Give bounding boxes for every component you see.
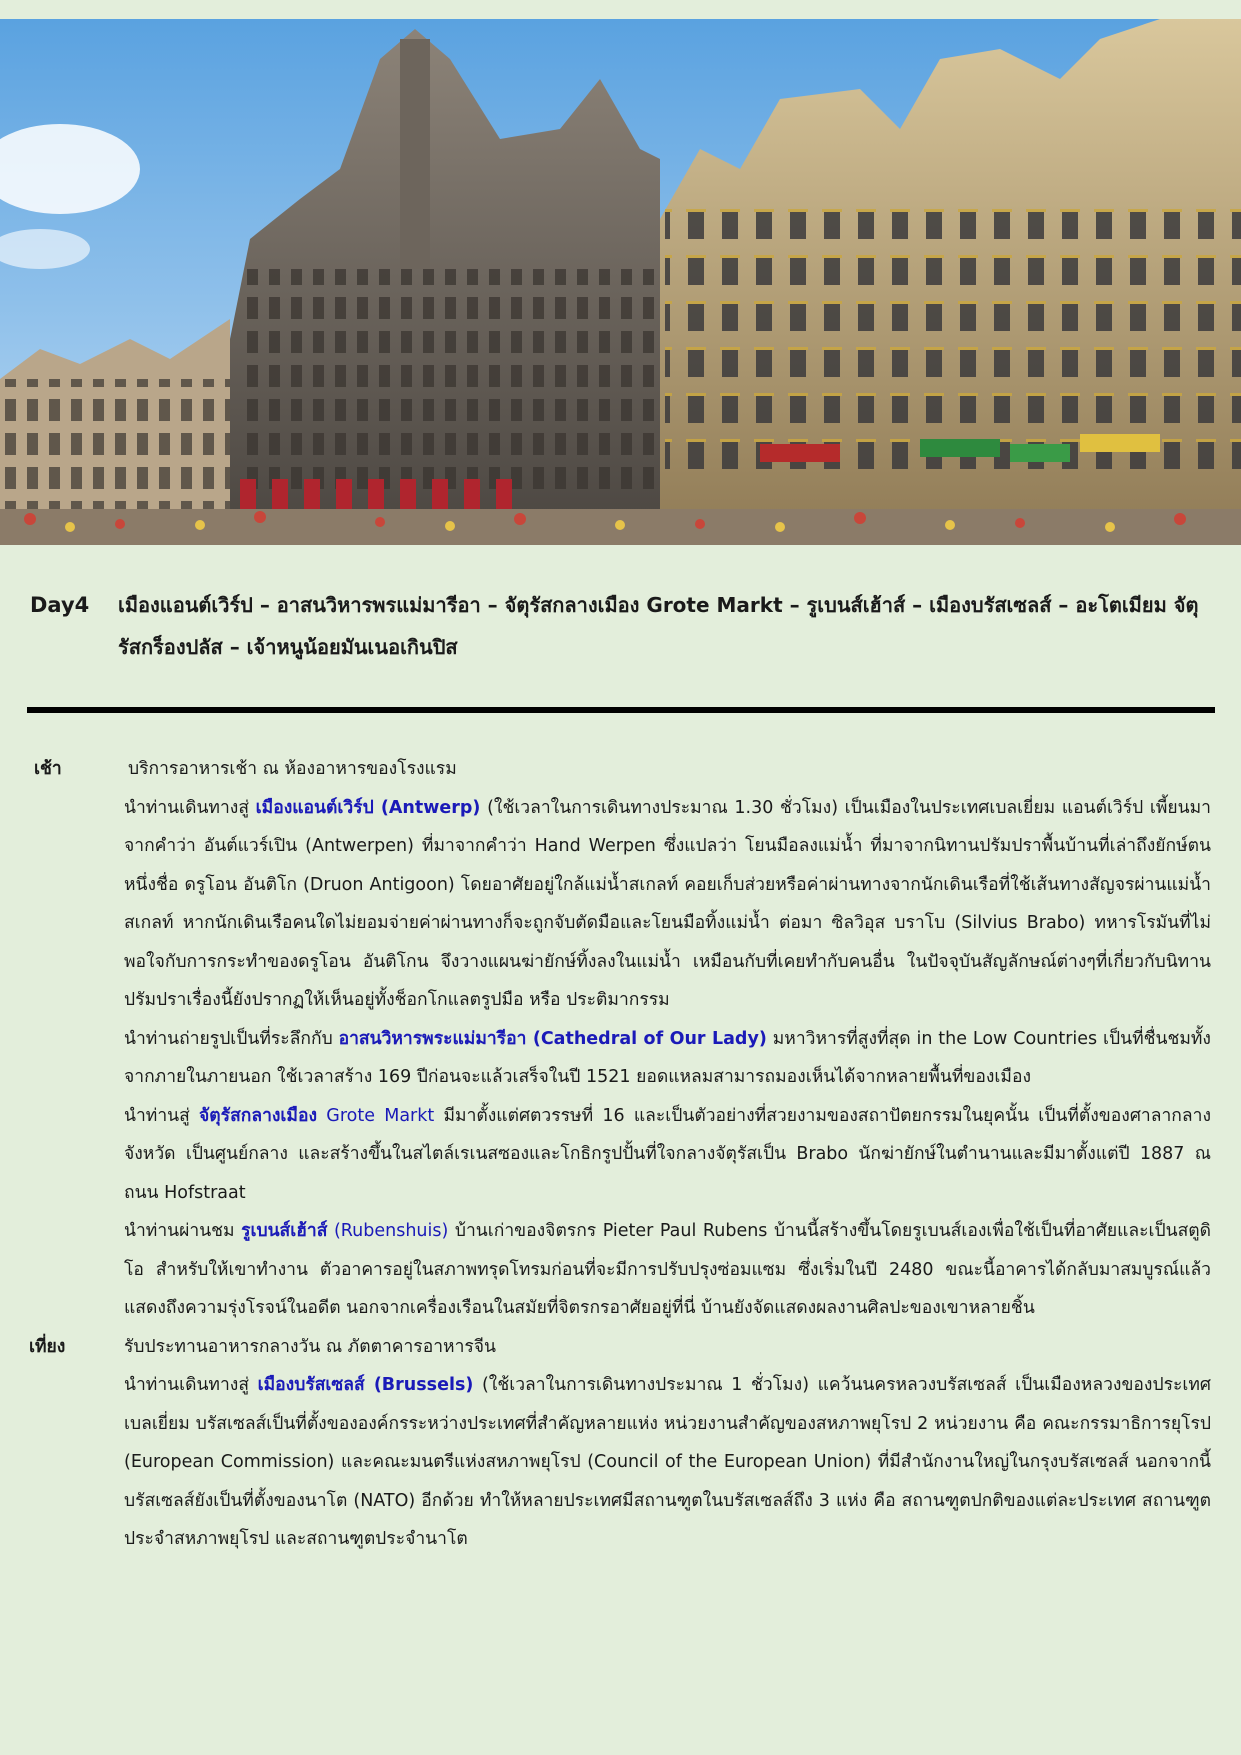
grand-place-photo <box>0 19 1241 545</box>
day-label: Day4 <box>30 593 90 617</box>
brussels-body: (ใช้เวลาในการเดินทางประมาณ 1 ชั่วโมง) แคว้นนครหลวงบรัสเซลส์ เป็นเมืองหลวงของประเทศเบลเยี่ยม บรัสเซลส์เป็นที่ตั้งขององค์กรระหว่างประเทศที่สำคัญหลายแห่ง หน่วยงานสำคัญของสหภาพยุโรป 2 หน่วยงาน คือ คณะกรรมาธิการยุโรป (European Commission) และคณะมนตรีแห่งสหภาพยุโรป (Council of the European Union) ที่มีสำนักงานใหญ่ในกรุงบรัสเซลส์ นอกจากนี้บรัสเซลส์ยังเป็นที่ตั้งของนาโต (NATO) อีกด้วย ทำให้หลายประเทศมีสถานฑูตในบรัสเซลส์ถึง 3 แห่ง คือ สถานฑูตปกติของแต่ละประเทศ สถานฑูตประจำสหภาพยุโรป และสถานฑูตประจำนาโต <box>124 1375 1211 1549</box>
brussels-intro: นำท่านเดินทางสู่ <box>124 1375 258 1395</box>
rubenshuis-link: (Rubenshuis) <box>327 1221 449 1241</box>
itinerary-body <box>0 750 1241 1559</box>
rubenshuis-link-bold: รูเบนส์เฮ้าส์ <box>241 1221 328 1241</box>
meal-label-morning: เช้า <box>34 759 62 779</box>
rubenshuis-intro: นำท่านผ่านชม <box>124 1221 242 1241</box>
antwerp-paragraph <box>124 789 1211 1020</box>
lunch-text: รับประทานอาหารกลางวัน ณ ภัตตาคารอาหารจีน <box>124 1336 497 1357</box>
brussels-paragraph <box>124 1366 1211 1559</box>
breakfast-text: บริการอาหารเช้า ณ ห้องอาหารของโรงแรม <box>128 759 457 779</box>
divider <box>27 707 1215 713</box>
meal-label-noon: เที่ยง <box>29 1336 66 1357</box>
noon-section <box>0 1328 1241 1559</box>
cathedral-paragraph <box>124 1020 1211 1097</box>
grote-markt-body: มีมาตั้งแต่ศตวรรษที่ 16 และเป็นตัวอย่างที่สวยงามของสถาปัตยกรรมในยุคนั้น เป็นที่ตั้งของศาลากลางจังหวัด เป็นศูนย์กลาง และสร้างขึ้นในสไตล์เรเนสซองและโกธิกรูปปั้นที่ใจกลางจัตุรัสเป็น Brabo นักฆ่ายักษ์ในตำนานและมีมาตั้งแต่ปี 1887 ณ ถนน Hofstraat <box>124 1105 1211 1203</box>
grote-markt-paragraph <box>124 1097 1211 1213</box>
brussels-link: เมืองบรัสเซลส์ (Brussels) <box>257 1375 474 1395</box>
cathedral-body: มหาวิหารที่สูงที่สุด in the Low Countries เป็นที่ชื่นชมทั้งจากภายในภายนอก ใช้เวลาสร้าง 169 ปีก่อนจะแล้วเสร็จในปี 1521 ยอดแหลมสามารถมองเห็นได้จากหลายพื้นที่ของเมือง <box>124 1028 1211 1087</box>
rubenshuis-body: บ้านเก่าของจิตรกร Pieter Paul Rubens บ้านนี้สร้างขึ้นโดยรูเบนส์เองเพื่อใช้เป็นที่อาศัยและเป็นสตูดิโอ สำหรับให้เขาทำงาน ตัวอาคารอยู่ในสภาพทรุดโทรมก่อนที่จะมีการปรับปรุงซ่อมแซม ซึ่งเริ่มในปี 2480 ขณะนี้อาคารได้กลับมาสมบูรณ์แล้ว แสดงถึงความรุ่งโรจน์ในอดีต นอกจากเครื่องเรือนในสมัยที่จิตรกรอาศัยอยู่ที่นี่ บ้านยังจัดแสดงผลงานศิลปะของเขาหลายชิ้น <box>124 1221 1211 1318</box>
grote-markt-intro: นำท่านสู่ <box>124 1105 200 1126</box>
rubenshuis-paragraph <box>124 1212 1211 1328</box>
hero-image <box>0 19 1241 545</box>
antwerp-intro: นำท่านเดินทางสู่ <box>124 797 256 818</box>
day-title: เมืองแอนต์เวิร์ป – อาสนวิหารพรแม่มารีอา – จัตุรัสกลางเมือง Grote Markt – รูเบนส์เฮ้าส์ – เมืองบรัสเซลส์ – อะโตเมียม จัตุรัสกร็องปลัส – เจ้าหนูน้อยมันเนอเกินปิส <box>118 593 1199 659</box>
antwerp-body: (ใช้เวลาในการเดินทางประมาณ 1.30 ชั่วโมง) เป็นเมืองในประเทศเบลเยี่ยม แอนต์เวิร์ป เพี้ยนมาจากคำว่า อันต์แวร์เปิน (Antwerpen) ที่มาจากคำว่า Hand Werpen ซึ่งแปลว่า โยนมือลงแม่น้ำ ที่มาจากนิทานปรัมปราพื้นบ้านที่เล่าถึงยักษ์ตนหนึ่งชื่อ ดรูโอน อันติโก (Druon Antigoon) โดยอาศัยอยู่ใกล้แม่น้ำสเกลท์ คอยเก็บส่วยหรือค่าผ่านทางจากนักเดินเรือที่ใช้เส้นทางสัญจรผ่านแม่น้ำสเกลท์ หากนักเดินเรือคนใดไม่ยอมจ่ายค่าผ่านทางก็จะถูกจับตัดมือและโยนมือทิ้งแม่น้ำ ต่อมา ซิลวิอุส บราโบ (Silvius Brabo) ทหารโรมันที่ไม่พอใจกับการกระทำของดรูโอน อันติโกน จึงวางแผนฆ่ายักษ์ทิ้งลงในแม่น้ำ เหมือนกับที่เคยทำกับคนอื่น ในปัจจุบันสัญลักษณ์ต่างๆที่เกี่ยวกับนิทานปรัมปราเรื่องนี้ยังปรากฏให้เห็นอยู่ทั้งช็อกโกแลตรูปมือ หรือ ประติมากรรม <box>124 797 1212 1010</box>
morning-section <box>0 750 1241 1328</box>
antwerp-link: เมืองแอนต์เวิร์ป (Antwerp) <box>255 797 481 818</box>
grote-markt-link-bold: จัตุรัสกลางเมือง <box>199 1105 318 1126</box>
grote-markt-link: Grote Markt <box>317 1105 435 1126</box>
cathedral-intro: นำท่านถ่ายรูปเป็นที่ระลึกกับ <box>124 1028 339 1049</box>
cathedral-link: อาสนวิหารพระแม่มารีอา (Cathedral of Our Lady) <box>338 1028 767 1049</box>
